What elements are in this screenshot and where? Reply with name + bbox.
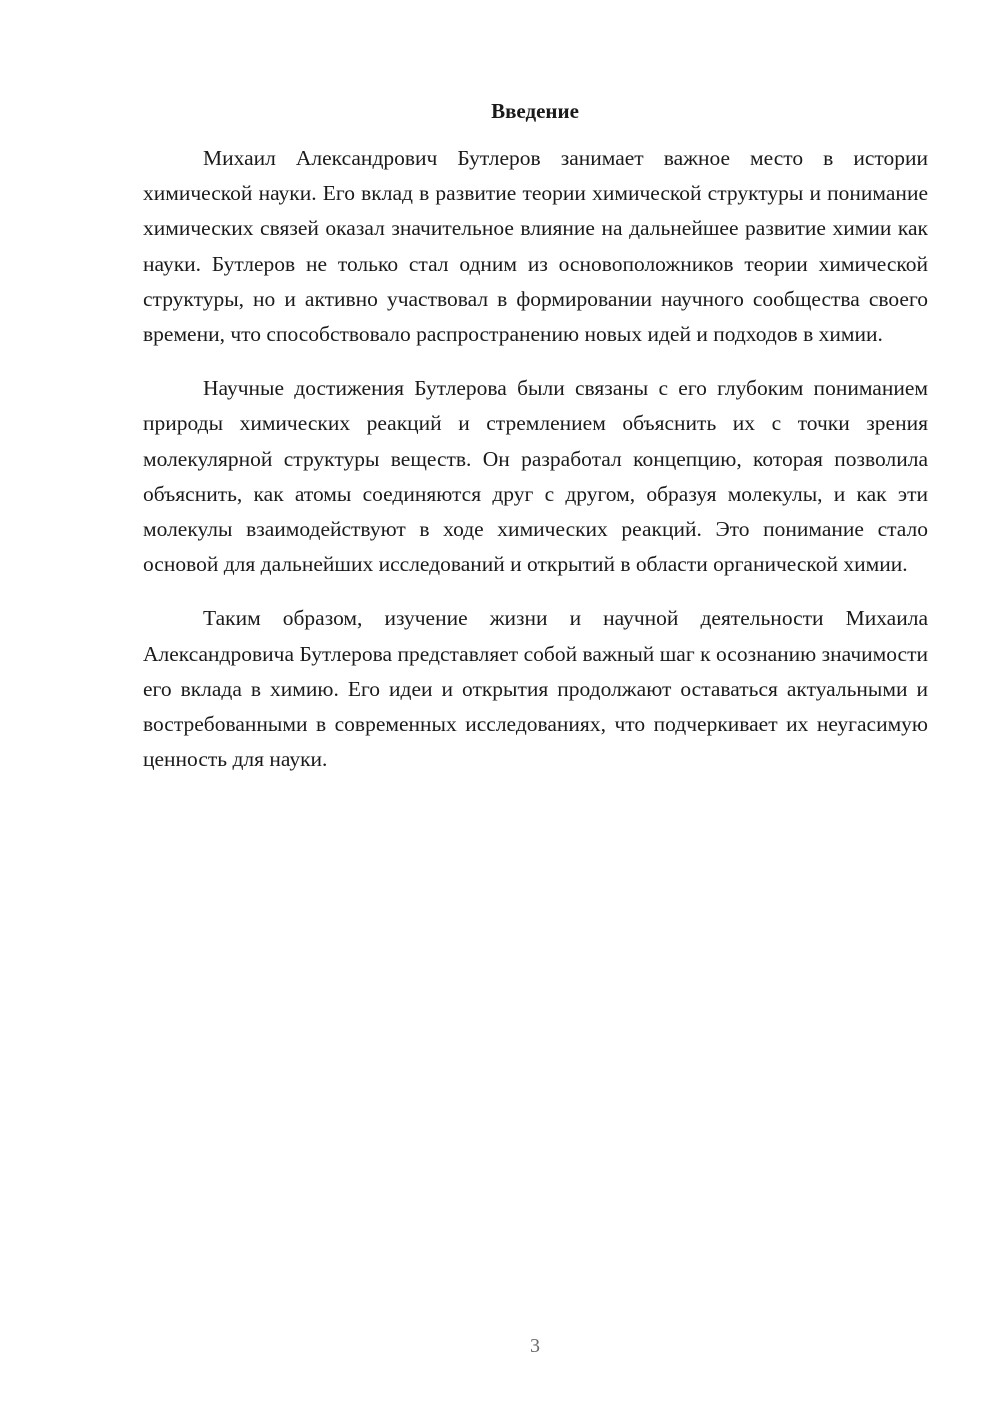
- paragraph-3: Таким образом, изучение жизни и научной деятельности Михаила Александровича Бутлерова представляет собой важный шаг к осознанию значимости его вклада в химию. Его идеи и открытия продолжают оставаться актуальными и востребованными в современных исследованиях, что подчеркивает их неугасимую ценность для науки.: [143, 606, 928, 772]
- page-number: 3: [530, 1335, 540, 1357]
- paragraph-2: Научные достижения Бутлерова были связаны с его глубоким пониманием природы химических реакций и стремлением объяснить их с точки зрения молекулярной структуры веществ. Он разработал концепцию, которая позволила объяснить, как атомы соединяются друг с другом, образуя молекулы, и как эти молекулы взаимодействуют в ходе химических реакций. Это понимание стало основой для дальнейших исследований и открытий в области органической химии.: [143, 376, 928, 577]
- section-title: Введение: [491, 99, 579, 123]
- body-text: [143, 141, 928, 796]
- paragraph-1: Михаил Александрович Бутлеров занимает важное место в истории химической науки. Его вклад в развитие теории химической структуры и понимание химических связей оказал значительное влияние на дальнейшее развитие химии как науки. Бутлеров не только стал одним из основоположников теории химической структуры, но и активно участвовал в формировании научного сообщества своего времени, что способствовало распространению новых идей и подходов в химии.: [143, 146, 928, 347]
